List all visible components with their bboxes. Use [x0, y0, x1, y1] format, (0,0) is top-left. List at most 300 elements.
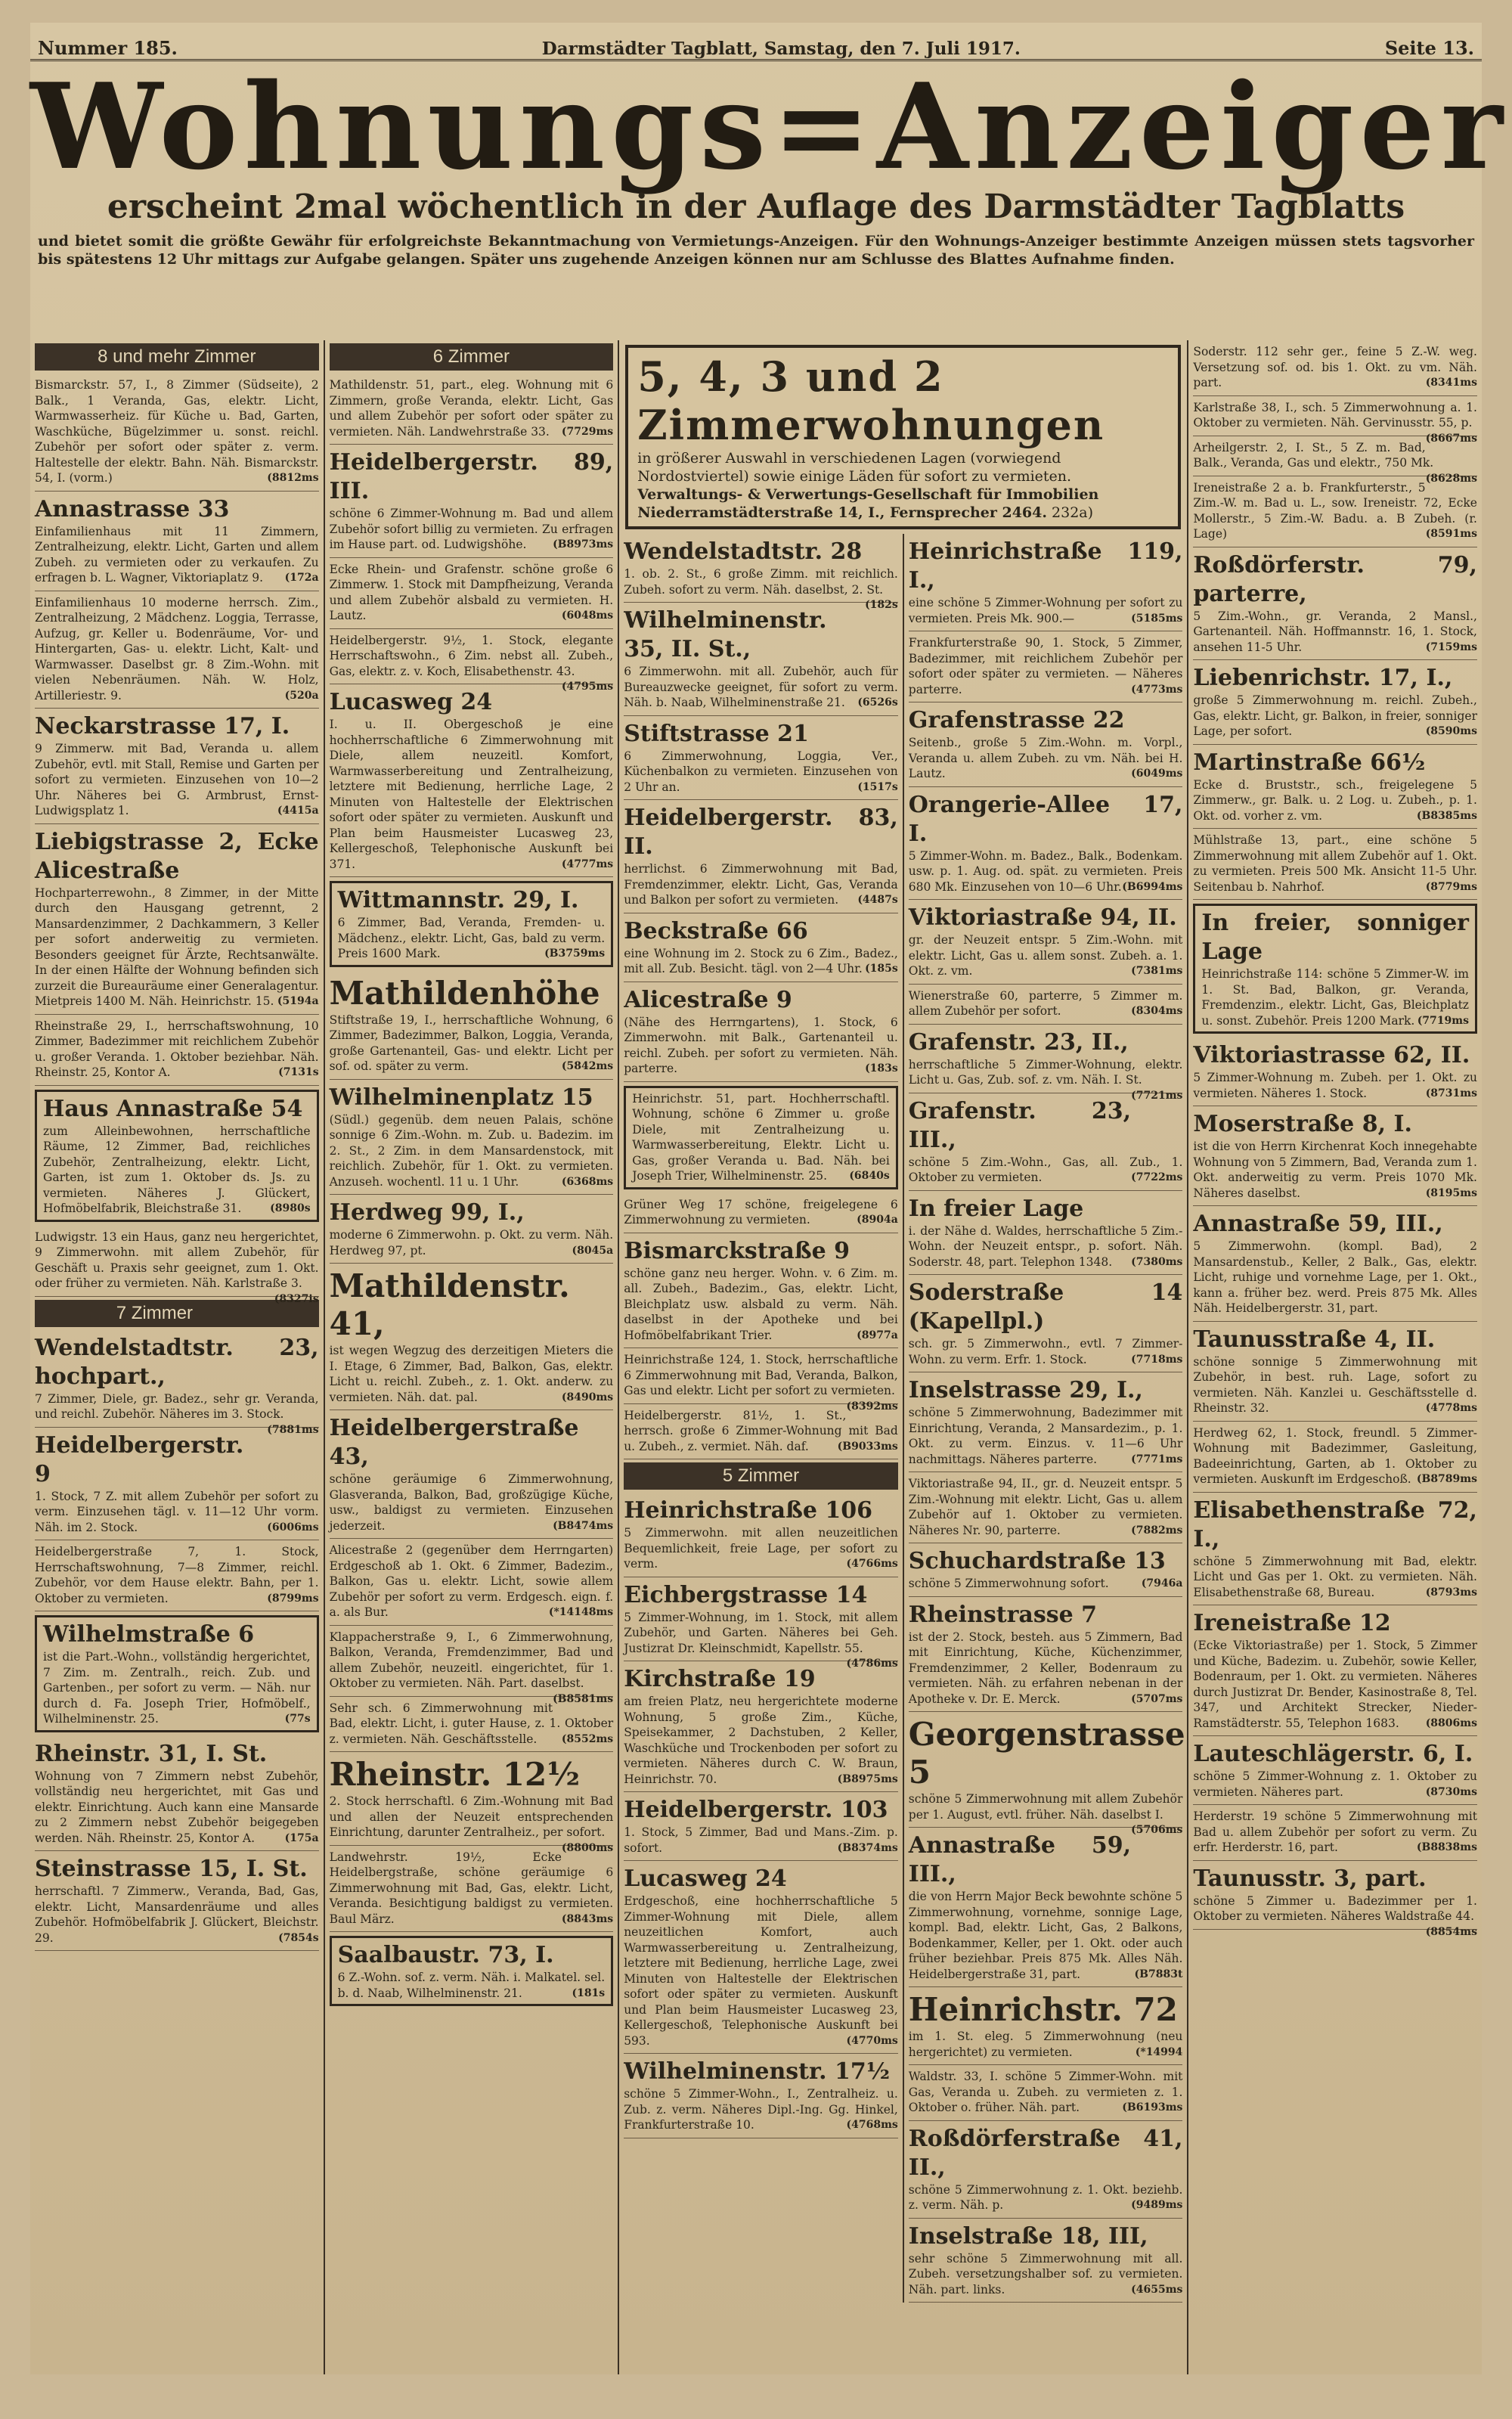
listing-text: im 1. St. eleg. 5 Zimmerwohnung (neu hergerichtet) zu vermieten. — [908, 2030, 1183, 2059]
listing-ad — [35, 709, 319, 824]
banner-address: Niederramstädterstraße 14, I., Fernsprecher 2464. — [637, 504, 1047, 521]
listing-code: (8591ms — [1425, 528, 1477, 540]
listing-text: 5 Zimmerwohn. mit allen neuzeitlichen Bequemlichkeit, freie Lage, per sofort zu verm. — [624, 1526, 898, 1571]
listing-code: (8731ms — [1425, 1087, 1477, 1099]
listing-code: (7946a — [1141, 1577, 1183, 1589]
listing-ad — [330, 971, 614, 1080]
listing-heading: Stiftstrasse 21 — [624, 720, 809, 747]
listing-text: schöne 5 Zim.-Wohn., Gas, all. Zub., 1. Oktober zu vermieten. — [908, 1155, 1183, 1184]
listing-text: Ecke Rhein- und Grafenstr. schöne große 6 Zimmerw. 1. Stock mit Dampfheizung, Veranda und allem Zubehör alsbald zu vermieten. H. Lautz. — [329, 562, 614, 622]
listing-ad — [909, 1372, 1183, 1472]
page-number: Seite 13. — [1384, 37, 1474, 59]
listing-ad — [1193, 1206, 1477, 1322]
listing-code: (172a — [284, 572, 319, 584]
banner-ad — [625, 345, 1181, 529]
listing-code: (6048ms — [561, 609, 614, 622]
listing-text: Herderstr. 19 schöne 5 Zimmerwohnung mit Bad u. allem Zubehör per sofort zu verm. Zu erfr. Herderstr. 16, part. — [1193, 1810, 1477, 1854]
newspaper-page — [30, 23, 1509, 2374]
listing-heading: Taunusstr. 3, part. — [1193, 1865, 1427, 1892]
listing-ad — [908, 1025, 1183, 1102]
listing-ad — [330, 1539, 614, 1626]
listing-code: (4766ms — [846, 1558, 898, 1570]
listing-text: Heinrichstraße 114: schöne 5 Zimmer-W. im 1. St. Bad, Balkon, gr. Veranda, Fremdenzim., elektr. Licht, Gas, Bleichplatz u. sonst. Zubehör. Preis 1200 Mark. — [1201, 967, 1469, 1028]
listing-heading: Georgenstrasse 5 — [908, 1716, 1185, 1791]
listing-text: Viktoriastraße 94, II., gr. d. Neuzeit entspr. 5 Zim.-Wohnung mit elektr. Licht, Gas u. allem Zubehör auf 1. Oktober zu vermieten. Näheres Nr. 90, parterre. — [908, 1477, 1183, 1537]
listing-ad — [1193, 1805, 1477, 1861]
listing-text: Arheilgerstr. 2, I. St., 5 Z. m. Bad, Balk., Veranda, Gas und elektr., 750 Mk. — [1193, 440, 1434, 470]
listing-ad — [1193, 829, 1477, 900]
listing-text: schöne 5 Zimmer u. Badezimmer per 1. Oktober zu vermieten. Näheres Waldstraße 44. — [1193, 1893, 1477, 1923]
listing-heading: Beckstraße 66 — [624, 917, 808, 944]
listing-code: (182s — [865, 599, 898, 611]
listing-ad — [909, 1828, 1183, 1987]
listing-heading: Kirchstraße 19 — [624, 1666, 816, 1692]
listing-code: (8843ms — [561, 1912, 614, 1925]
listing-code: (8667ms — [1425, 432, 1477, 445]
listing-code: (7381ms — [1131, 965, 1183, 977]
listing-code: (8854ms — [1425, 1925, 1477, 1938]
listing-ad — [1193, 1322, 1477, 1422]
listing-text: Waldstr. 33, I. schöne 5 Zimmer-Wohn. mit Gas, Veranda u. Zubeh. zu vermieten z. 1. Oktober o. früher. Näh. part. — [908, 2070, 1183, 2114]
listing-ad — [909, 1597, 1183, 1713]
listing-ad — [329, 1626, 614, 1705]
listing-heading: Lauteschlägerstr. 6, I. — [1193, 1741, 1473, 1767]
listing-text: schöne 5 Zimmerwohnung sofort. — [908, 1577, 1109, 1590]
listing-heading: Haus Annastraße 54 — [43, 1095, 303, 1122]
listing-code: (520a — [284, 689, 319, 702]
listing-heading: Wilhelmstraße 6 — [43, 1621, 255, 1648]
listing-ad — [1193, 1736, 1477, 1805]
listing-text: sch. gr. 5 Zimmerwohn., evtl. 7 Zimmer-Wohn. zu verm. Erfr. 1. Stock. — [908, 1337, 1183, 1366]
listing-ad — [1193, 1037, 1477, 1106]
listing-ad — [624, 1577, 898, 1670]
listing-code: (8195ms — [1425, 1186, 1477, 1199]
listing-heading: Heidelbergerstr. 103 — [624, 1797, 888, 1823]
listing-ad — [624, 1193, 898, 1233]
listing-code: (B8973ms — [553, 538, 614, 550]
listing-heading: Saalbaustr. 73, I. — [337, 1942, 554, 1968]
listing-ad — [909, 1543, 1183, 1597]
column-2 — [324, 340, 618, 2374]
page-header — [30, 23, 1482, 61]
listing-ad — [624, 716, 898, 801]
listing-text: Heidelbergerstr. 9½, 1. Stock, elegante Herrschaftswohn., 6 Zim. nebst all. Zubeh., Gas, elektr. z. v. Koch, Elisabethenstr. 43. — [329, 633, 614, 678]
listing-ad — [35, 1428, 319, 1541]
listing-code: (5707ms — [1131, 1692, 1183, 1705]
listing-text: herrschaftl. 7 Zimmerw., Veranda, Bad, Gas, elektr. Licht, Mansardenräume und alles Zubehör. Hofmöbelfabrik J. Glückert, Bleichstr. 29. — [35, 1884, 319, 1945]
listing-code: (B8789ms — [1416, 1473, 1477, 1485]
listing-ad — [330, 1080, 614, 1196]
listing-text: Frankfurterstraße 90, 1. Stock, 5 Zimmer, Badezimmer, mit reichlichem Zubehör per sofort oder später zu vermieten. — Näheres parterre. — [908, 636, 1183, 696]
listing-heading: Wendelstadtstr. 28 — [624, 538, 863, 565]
listing-text: Seitenb., große 5 Zim.-Wohn. m. Vorpl., Veranda u. allem Zubeh. zu vm. Näh. bei H. Lautz. — [908, 736, 1183, 780]
listing-text: Herdweg 62, 1. Stock, freundl. 5 Zimmer-Wohnung mit Badezimmer, Gasleitung, Badeeinrichtung, Garten, ab 1. Oktober zu vermieten. Auskunft im Erdgeschoß. — [1193, 1425, 1477, 1486]
listing-ad — [35, 374, 319, 492]
listing-text: (Südl.) gegenüb. dem neuen Palais, schöne sonnige 6 Zim.-Wohn. m. Zub. u. Badezim. im 2. St., 2 Zim. in dem Mansardenstock, mit reichlich. Zubehör, für 1. Okt. zu vermieten. Anzuseh. wochentl. 11 u. 1 Uhr. — [329, 1112, 614, 1189]
listing-code: (*14148ms — [548, 1606, 614, 1618]
listing-code: (8304ms — [1131, 1005, 1183, 1017]
listing-ad — [908, 1712, 1185, 1836]
listing-ad — [624, 800, 898, 913]
listing-ad — [624, 982, 898, 1082]
listing-text: Ludwigstr. 13 ein Haus, ganz neu hergerichtet, 9 Zimmerwohn. mit allem Zubehör, für Geschäft u. Praxis sehr geeignet, zum 1. Okt. oder früher zu vermieten. Näh. Karlstraße 3. — [35, 1230, 319, 1290]
listing-code: (7722ms — [1131, 1171, 1183, 1183]
column-5 — [1187, 340, 1482, 2374]
listing-text: Mühlstraße 13, part., eine schöne 5 Zimmerwohnung mit allem Zubehör auf 1. Okt. zu vermieten. Preis 500 Mk. Ansicht 11-5 Uhr. Seitenbau b. Nahrhof. — [1193, 833, 1477, 894]
ad-columns — [30, 340, 1482, 2374]
listing-heading: Roßdörferstr. 79, parterre, — [1193, 551, 1477, 607]
listing-text: 6 Zimmer, Bad, Veranda, Fremden- u. Mädchenz., elektr. Licht, Gas, bald zu verm. Preis 1600 Mark. — [337, 916, 606, 960]
listing-code: (8779ms — [1425, 880, 1477, 893]
listing-code: (B8581ms — [553, 1692, 614, 1705]
listing-heading: Rheinstr. 12½ — [329, 1756, 581, 1793]
listing-code: (*14994 — [1135, 2045, 1183, 2058]
listing-ad — [330, 684, 614, 877]
listing-text: schöne 5 Zimmerwohnung z. 1. Okt. beziehb. z. verm. Näh. p. — [908, 2182, 1183, 2212]
listing-code: (7719ms — [1417, 1014, 1469, 1027]
listing-text: Heidelbergerstraße 7, 1. Stock, Herrschaftswohnung, 7—8 Zimmer, reichl. Zubehör, vor dem Hause elektr. Bahn, per 1. Oktober zu vermieten. — [35, 1545, 319, 1605]
listing-text: 5 Zimmer-Wohnung, im 1. Stock, mit allem Zubehör, und Garten. Näheres bei Geh. Justizrat Dr. Kleinschmidt, Kapellstr. 55. — [624, 1610, 898, 1655]
listing-code: (7882ms — [1131, 1524, 1183, 1537]
listing-code: (8730ms — [1425, 1785, 1477, 1798]
listing-text: Wohnung von 7 Zimmern nebst Zubehör, vollständig neu hergerichtet, mit Gas und elektr. Einrichtung. Auch kann eine Mansarde zu 2 Zimmern nebst Zubehör beigegeben werden. Näh. Rheinstr. 25, Kontor A. — [35, 1769, 319, 1845]
listing-ad — [1193, 904, 1477, 1034]
listing-text: 1. Stock, 5 Zimmer, Bad und Mans.-Zim. p. sofort. — [624, 1825, 898, 1855]
listing-text: Bismarckstr. 57, I., 8 Zimmer (Südseite), 2 Balk., 1 Veranda, Gas, elektr. Licht, Warmwasserheiz. für Küche u. Bad, Garten, Waschküche, Bügelzimmer u. sonst. reichl. Zubehör per sofort oder später z. verm. Haltestelle der elektr. Bahn. Näh. Bismarckstr. 54, I. (vorm.) — [35, 378, 319, 485]
listing-ad — [1193, 1493, 1477, 1606]
listing-ad — [35, 1330, 319, 1436]
listing-heading: Schuchardstraße 13 — [908, 1548, 1166, 1574]
listing-code: (181s — [572, 1986, 606, 1999]
listing-code: (8800ms — [561, 1841, 614, 1854]
listing-text: schöne geräumige 6 Zimmerwohnung, Glasveranda, Balkon, Bad, großzügige Küche, usw., baldigst zu vermieten. Einzusehen jederzeit. — [329, 1472, 614, 1533]
listing-text: 6 Zimmerwohn. mit all. Zubehör, auch für Bureauzwecke geeignet, für sofort zu verm. Näh. b. Naab, Wilhelminenstraße 21. — [624, 665, 898, 709]
listing-text: Heinrichstraße 124, 1. Stock, herrschaftliche 6 Zimmerwohnung mit Bad, Veranda, Balkon, Gas und elektr. Licht per sofort zu vermieten. — [624, 1353, 898, 1397]
banner-company: Verwaltungs- & Verwertungs-Gesellschaft für Immobilien — [637, 486, 1099, 503]
listing-ad — [1193, 476, 1477, 547]
listing-heading: Mathildenstr. 41, — [329, 1267, 570, 1342]
listing-text: 6 Zimmerwohnung, Loggia, Ver., Küchenbalkon zu vermieten. Einzusehen von 2 Uhr an. — [624, 749, 898, 794]
listing-text: 9 Zimmerw. mit Bad, Veranda u. allem Zubehör, evtl. mit Stall, Remise und Garten per sofort zu vermieten. Einzusehen von 10—2 Uhr. Näheres bei G. Armbrust, Ernst-Ludwigsplatz 1. — [35, 742, 319, 817]
column-3 — [619, 534, 903, 2303]
listing-code: (7131s — [278, 1066, 319, 1078]
banner-text-2: für sofort zu vermieten. — [898, 468, 1072, 485]
listing-text: moderne 6 Zimmerwohn. p. Okt. zu verm. Näh. Herdweg 97, pt. — [329, 1228, 614, 1258]
listing-ad — [330, 1410, 614, 1539]
listing-code: (8793ms — [1425, 1586, 1477, 1599]
listing-ad — [1193, 1605, 1477, 1736]
listing-heading: Viktoriastrasse 62, II. — [1193, 1042, 1470, 1068]
listing-code: (6840s — [849, 1170, 890, 1182]
listing-text: große 5 Zimmerwohnung m. reichl. Zubeh., Gas, elektr. Licht, gr. Balkon, in freier, sonniger Lage, per sofort. — [1193, 693, 1477, 738]
listing-heading: In freier, sonniger Lage — [1201, 910, 1469, 965]
listing-ad — [624, 2054, 898, 2138]
listing-code: (B8385ms — [1416, 809, 1477, 822]
listing-ad — [909, 787, 1183, 901]
listing-ad — [330, 1195, 614, 1264]
listing-ad — [35, 1090, 319, 1222]
listing-code: (5185ms — [1131, 612, 1183, 625]
intro-note: und bietet somit die größte Gewähr für erfolgreichste Bekanntmachung von Vermietungs-Anzeigen. Für den Wohnungs-Anzeiger bestimmte Anzeigen müssen stets tagsvorher bis spätestens 12 Uhr mittags zur Aufgabe gelangen. Später uns zugehende Anzeigen können nur am Schlusse des Blattes Aufnahme finden. — [38, 233, 1474, 268]
listing-heading: Grafenstr. 23, III., — [908, 1097, 1132, 1153]
listing-code: (B8374ms — [837, 1841, 898, 1854]
listing-code: (8806ms — [1425, 1717, 1477, 1729]
listing-ad — [909, 631, 1183, 702]
columns-3-4 — [619, 534, 1187, 2303]
listing-code: (4778ms — [1425, 1402, 1477, 1414]
listing-heading: Elisabethenstraße 72, I., — [1193, 1496, 1477, 1552]
page-title: Wohnungs=Anzeiger — [30, 57, 1509, 196]
listing-ad — [624, 913, 898, 982]
listing-ad — [909, 702, 1183, 787]
listing-ad — [909, 1987, 1183, 2065]
listing-text: Grüner Weg 17 schöne, freigelegene 6 Zimmerwohnung zu vermieten. — [624, 1197, 898, 1227]
listing-ad — [909, 2121, 1183, 2219]
listing-text: die von Herrn Major Beck bewohnte schöne 5 Zimmerwohnung, vornehme, sonnige Lage, kompl. Bad, elektr. Licht, Gas, 2 Balkons, Bodenkammer, Keller, per 1. Okt. oder auch früher beziehbar. Preis 875 Mk. Alles Näh. Heidelbergerstraße 31, part. — [908, 1890, 1183, 1981]
listing-ad — [909, 534, 1183, 631]
listing-heading: Eichbergstrasse 14 — [624, 1581, 868, 1608]
listing-ad — [624, 1233, 898, 1349]
listing-code: (B8975ms — [837, 1772, 898, 1785]
listing-text: sehr schöne 5 Zimmerwohnung mit all. Zubeh. versetzungshalber sof. zu vermieten. Näh. part. links. — [908, 2251, 1183, 2296]
listing-ad — [909, 2065, 1183, 2121]
listing-heading: Viktoriastraße 94, II. — [908, 904, 1177, 931]
listing-code: (B6994ms — [1122, 880, 1183, 893]
listing-code: (185s — [865, 963, 898, 975]
listing-heading: Lucasweg 24 — [329, 689, 493, 715]
listing-text: ist die von Herrn Kirchenrat Koch innegehabte Wohnung von 5 Zimmern, Bad, Veranda zum 1. Okt. anderweitig zu verm. Preis 1070 Mk. Näheres daselbst. — [1193, 1140, 1477, 1200]
listing-heading: Heinrichstraße 119, I., — [908, 538, 1183, 594]
listing-heading: Herdweg 99, I., — [329, 1199, 525, 1226]
listing-code: (B8474ms — [553, 1519, 614, 1532]
issue-number: Nummer 185. — [38, 37, 178, 59]
listing-heading: Moserstraße 8, I. — [1193, 1111, 1412, 1137]
listing-text: eine Wohnung im 2. Stock zu 6 Zim., Badez., mit all. Zub. Besicht. tägl. von 2—4 Uhr. — [624, 946, 898, 975]
listing-code: (4786ms — [846, 1658, 898, 1670]
listing-code: (8045a — [572, 1244, 614, 1257]
listing-code: (8490ms — [561, 1391, 614, 1403]
listing-heading: Annastraße 59, III., — [1193, 1211, 1443, 1237]
listing-heading: Annastrasse 33 — [35, 495, 230, 523]
listing-code: (7771ms — [1131, 1453, 1183, 1465]
listing-ad — [624, 1086, 898, 1189]
listing-code: (4795ms — [561, 681, 614, 693]
listing-code: (9489ms — [1131, 2199, 1183, 2211]
listing-code: (6006ms — [267, 1521, 319, 1534]
listing-text: schöne ganz neu herger. Wohn. v. 6 Zim. m. all. Zubeh., Badezim., Gas, elektr. Licht, Bleichplatz usw. alsbald zu verm. Näh. daselbst in der Apotheke und bei Hofmöbelfabrikant Trier. — [624, 1266, 898, 1342]
listing-ad — [1193, 547, 1477, 661]
listing-code: (4768ms — [846, 2119, 898, 2131]
listing-heading: Wilhelminenstr. 35, II. St., — [624, 607, 827, 662]
listing-text: 7 Zimmer, Diele, gr. Badez., sehr gr. Veranda, und reichl. Zubehör. Näheres im 3. Stock. — [35, 1391, 319, 1421]
listing-ad — [35, 1540, 319, 1611]
listing-code: (6526s — [857, 696, 898, 709]
listing-heading: Alicestraße 9 — [624, 986, 792, 1013]
listing-code: (8799ms — [267, 1592, 319, 1605]
listing-ad — [330, 1846, 614, 1933]
listing-ad — [329, 629, 614, 693]
listing-text: am freien Platz, neu hergerichtete moderne Wohnung, 5 große Zim., Küche, Speisekammer, 2 Dachstuben, 2 Keller, Waschküche und Trockenboden per sofort zu vermieten. Näheres durch C. W. Braun, Heinrichstr. 70. — [624, 1695, 898, 1786]
listing-text: (Ecke Viktoriastraße) per 1. Stock, 5 Zimmer und Küche, Badezim. u. Zubehör, sowie Keller, Bodenraum, per 1. Okt. zu vermieten. Näheres durch Justizrat Dr. Bender, Kasinostraße 8, Tel. 347, und Architekt Strecker, Nieder-Ramstädterstr. 55, Telephon 1683. — [1193, 1639, 1477, 1730]
listing-text: schöne 5 Zimmerwohnung, Badezimmer mit Einrichtung, Veranda, 2 Mansardezim., p. 1. Okt. zu verm. Einzus. v. 11—6 Uhr nachmittags. Näheres parterre. — [908, 1406, 1183, 1466]
columns-3-4-wrap — [618, 340, 1187, 2374]
listing-ad — [909, 1472, 1183, 1543]
listing-code: (7721ms — [1131, 1089, 1183, 1102]
listing-code: (B7883t — [1134, 1968, 1183, 1980]
listing-text: 1. ob. 2. St., 6 große Zimm. mit reichlich. Zubeh. sofort zu verm. Näh. daselbst, 2. St. — [624, 567, 898, 597]
listing-code: (7881ms — [267, 1423, 319, 1436]
listing-code: (7159ms — [1425, 640, 1477, 653]
listing-heading: Lucasweg 24 — [624, 1865, 787, 1892]
listing-text: ist wegen Wegzug des derzeitigen Mieters die I. Etage, 6 Zimmer, Bad, Balkon, Gas, elektr. Licht u. reichl. Zubeh., z. 1. Okt. anderw. zu vermieten. Näh. dat. pal. — [329, 1344, 614, 1404]
listing-ad — [909, 1191, 1183, 1276]
listing-ad — [35, 1615, 319, 1732]
listing-text: ist die Part.-Wohn., vollständig hergerichtet, 7 Zim. m. Zentralh., reich. Zub. und Gartenben., per sofort zu verm. — Näh. nur durch d. Fa. Joseph Trier, Hofmöbelf., Wilhelminenstr. 25. — [43, 1650, 311, 1726]
listing-code: (1517s — [857, 780, 898, 793]
listing-heading: Martinstraße 66½ — [1193, 749, 1426, 776]
listing-heading: Inselstraße 18, III, — [908, 2222, 1148, 2250]
section-header-8-zimmer: 8 und mehr Zimmer — [35, 343, 319, 371]
listing-ad — [1193, 1422, 1477, 1493]
listing-code: (175a — [284, 1831, 319, 1844]
listing-text: 1. Stock, 7 Z. mit allem Zubehör per sofort zu verm. Einzusehen tägl. v. 11—12 Uhr vorm. Näh. im 2. Stock. — [35, 1489, 319, 1534]
listing-heading: Bismarckstraße 9 — [624, 1237, 850, 1264]
listing-heading: Neckarstrasse 17, I. — [35, 713, 290, 740]
listing-ad — [624, 1348, 898, 1413]
banner-text-1: in größerer Auswahl in verschiedenen Lagen (vorwiegend Nordostviertel) sowie einige Läden — [637, 450, 1061, 485]
listing-heading: Heidelbergerstr. 83, II. — [624, 805, 898, 860]
listing-code: (77s — [284, 1713, 311, 1725]
listing-code: (4777ms — [561, 858, 614, 870]
listing-text: Heidelbergerstr. 81½, 1. St., herrsch. große 6 Zimmer-Wohnung mit Bad u. Zubeh., z. vermiet. Näh. daf. — [624, 1408, 898, 1453]
listing-heading: Annastraße 59, III., — [908, 1832, 1132, 1887]
listing-text: 5 Zimmer-Wohnung m. Zubeh. per 1. Okt. zu vermieten. Näheres 1. Stock. — [1193, 1071, 1477, 1100]
listing-code: (6368ms — [561, 1175, 614, 1188]
listing-heading: Wendelstadtstr. 23, hochpart., — [35, 1334, 319, 1390]
listing-heading: Mathildenhöhe — [329, 974, 600, 1012]
listing-heading: Heinrichstraße 106 — [624, 1497, 873, 1524]
listing-ad — [624, 1493, 898, 1577]
listing-ad — [330, 1936, 614, 2006]
listing-heading: Wilhelminenstr. 17½ — [624, 2058, 891, 2085]
listing-text: Rheinstraße 29, I., herrschaftswohnung, 10 Zimmer, Badezimmer mit reichlichem Zubehör u. großer Veranda. 1. Oktober beziehbar. Näh. Rheinstr. 25, Kontor A. — [35, 1019, 319, 1079]
listing-ad — [1193, 1106, 1477, 1206]
listing-code: (8552ms — [561, 1732, 614, 1745]
listing-text: Ireneistraße 2 a. b. Frankfurterstr., 5 Zim.-W. m. Bad u. L., sow. Ireneistr. 72, Ecke Mollerstr., 5 Zim.-W. Badu. a. B Zubeh. (r. Lage) — [1193, 480, 1477, 541]
listing-ad — [330, 881, 614, 967]
listing-ad — [624, 1792, 898, 1861]
listing-heading: Steinstrasse 15, I. St. — [35, 1856, 308, 1882]
column-1 — [30, 340, 324, 2374]
page-subtitle: erscheint 2mal wöchentlich in der Auflage des Darmstädter Tagblatts — [107, 188, 1405, 226]
listing-text: Soderstr. 112 sehr ger., feine 5 Z.-W. weg. Versetzung sof. od. bis 1. Okt. zu vm. Näh. part. — [1193, 345, 1477, 389]
column-4 — [903, 534, 1188, 2303]
section-header-7-zimmer: 7 Zimmer — [35, 1300, 319, 1327]
listing-text: Karlstraße 38, I., sch. 5 Zimmerwohnung a. 1. Oktober zu vermieten. Näh. Gervinusstr. 55, p. — [1193, 400, 1477, 430]
listing-code: (4487s — [857, 894, 898, 906]
listing-text: 6 Z.-Wohn. sof. z. verm. Näh. i. Malkatel. sel. b. d. Naab, Wilhelminenstr. 21. — [337, 1971, 606, 2000]
listing-ad — [624, 1661, 898, 1792]
listing-text: Ecke d. Bruststr., sch., freigelegene 5 Zimmerw., gr. Balk. u. 2 Log. u. Zubeh., p. 1. Okt. od. vorher z. vm. — [1193, 777, 1477, 823]
listing-heading: Ireneistraße 12 — [1193, 1610, 1391, 1636]
listing-code: (4773ms — [1131, 683, 1183, 696]
listing-text: Hochparterrewohn., 8 Zimmer, in der Mitte durch den Hausgang getrennt, 2 Mansardenzimmer, 2 Dachkammern, 3 Keller per sofort anderweitig zu vermieten. Besonders geeignet für Ärzte, Rechtsanwälte. In der einen Hälfte der Wohnung befinden sich zurzeit die Bureauräume einer Generalagentur. Mietpreis 1400 M. Näh. Heinrichstr. 15. — [35, 885, 319, 1008]
listing-code: (B6193ms — [1122, 2101, 1183, 2114]
listing-text: herrlichst. 6 Zimmerwohnung mit Bad, Fremdenzimmer, elektr. Licht, Gas, Veranda und Balkon per sofort zu vermieten. — [624, 862, 898, 907]
listing-heading: Heidelbergerstr. 89, III. — [329, 449, 614, 504]
listing-ad — [909, 2219, 1183, 2303]
newspaper-dateline: Darmstädter Tagblatt, Samstag, den 7. Juli 1917. — [541, 39, 1021, 59]
listing-text: Alicestraße 2 (gegenüber dem Herrngarten) Erdgeschoß ab 1. Okt. 6 Zimmer, Badezim., Balkon, Gas u. elektr. Licht, sowie allem Zubehör per sofort zu verm. Erdgesch. eign. f. a. als Bur. — [329, 1543, 614, 1619]
listing-text: schöne 5 Zimmer-Wohn., I., Zentralheiz. u. Zub. z. verm. Näheres Dipl.-Ing. Gg. Hinkel, Frankfurterstraße 10. — [624, 2087, 898, 2132]
listing-text: Sehr sch. 6 Zimmerwohnung mit Bad, elektr. Licht, i. guter Hause, z. 1. Oktober z. vermieten. Näh. Geschäftsstelle. — [329, 1701, 614, 1746]
listing-text: schöne 5 Zimmer-Wohnung z. 1. Oktober zu vermieten. Näheres part. — [1193, 1769, 1477, 1799]
listing-code: (8977a — [857, 1329, 898, 1341]
listing-ad — [35, 824, 319, 1015]
listing-text: Einfamilienhaus mit 11 Zimmern, Zentralheizung, elektr. Licht, Garten und allem Zubeh. zu vermieten oder zu verkaufen. Zu erfragen b. L. Wagner, Viktoriaplatz 9. — [35, 524, 319, 585]
listing-text: Einfamilienhaus 10 moderne herrsch. Zim., Zentralheizung, 2 Mädchenz. Loggia, Terrasse, Aufzug, gr. Keller u. Bodenräume, Vor- und Hintergarten, Gas- u. elektr. Licht, Kalt- und Warmwasser. Daselbst gr. 8 Zim.-Wohn. mit vielen Nebenräumen. Näh. W. Holz, Artilleriestr. 9. — [35, 595, 319, 702]
listing-code: (5842ms — [561, 1060, 614, 1072]
listing-ad — [330, 374, 614, 445]
listing-heading: Liebenrichstr. 17, I., — [1193, 665, 1453, 691]
listing-ad — [1193, 660, 1477, 745]
listing-heading: Wittmannstr. 29, I. — [337, 887, 579, 913]
listing-code: (4655ms — [1131, 2283, 1183, 2296]
listing-text: Klappacherstraße 9, I., 6 Zimmerwohnung, Balkon, Veranda, Fremdenzimmer, Bad und allem Zubehör, neuzeitl. eingerichtet, für 1. Oktober zu vermieten. Näh. Part. daselbst. — [329, 1630, 614, 1690]
listing-text: ist der 2. Stock, besteh. aus 5 Zimmern, Bad mit Einrichtung, Küche, Küchenzimmer, Fremdenzimmer, 2 Keller, Bodenraum zu vermieten. Näh. zu erfahren nebenan in der Apotheke v. Dr. E. Merck. — [908, 1630, 1183, 1706]
listing-code: (8590ms — [1425, 725, 1477, 737]
listing-ad — [35, 1226, 319, 1305]
listing-heading: Rheinstr. 31, I. St. — [35, 1740, 268, 1767]
listing-ad — [624, 1861, 898, 2054]
listing-text: herrschaftliche 5 Zimmer-Wohnung, elektr. Licht u. Gas, Zub. sof. z. vm. Näh. I. St. — [908, 1057, 1183, 1087]
listing-ad — [1193, 1861, 1477, 1938]
listing-code: (4415a — [277, 805, 319, 817]
listing-text: I. u. II. Obergeschoß je eine hochherrschaftliche 6 Zimmerwohnung mit Diele, allem neuzeitl. Komfort, Warmwasserbereitung und Zentralheizung, letztere mit Bedienung, herrliche Lage, 2 Minuten von Haltestelle der Elektrischen sofort oder später zu vermieten. Auskunft und Plan beim Hausmeister Lucasweg 23, Kellergeschoß, Telephonische Auskunft bei 371. — [329, 718, 614, 871]
listing-code: (B9033ms — [837, 1440, 898, 1453]
section-header-6-zimmer: 6 Zimmer — [330, 343, 614, 371]
listing-code: (183s — [865, 1062, 898, 1075]
listing-ad — [35, 1015, 319, 1086]
listing-heading: Liebigstrasse 2, Ecke Alicestraße — [35, 828, 319, 884]
listing-ad — [1193, 396, 1477, 445]
banner-text — [637, 449, 1169, 522]
listing-ad — [35, 1736, 319, 1852]
listing-text: 5 Zimmer-Wohn. m. Badez., Balk., Bodenkam. usw. p. 1. Aug. od. spät. zu vermieten. Preis 680 Mk. Einzusehen von 10—6 Uhr. — [908, 848, 1183, 894]
listing-text: 5 Zim.-Wohn., gr. Veranda, 2 Mansl., Gartenanteil. Näh. Hoffmannstr. 16, 1. Stock, ansehen 11-5 Uhr. — [1193, 609, 1477, 654]
listing-ad — [35, 591, 319, 709]
listing-code: (8628ms — [1425, 472, 1477, 485]
listing-ad — [329, 1752, 614, 1854]
listing-code: (5706ms — [1131, 1824, 1183, 1836]
listing-heading: Inselstrasse 29, I., — [908, 1377, 1143, 1403]
listing-ad — [1193, 340, 1477, 396]
listing-ad — [330, 445, 614, 558]
listing-heading: Heinrichstr. 72 — [908, 1991, 1178, 2028]
listing-code: (4770ms — [846, 2034, 898, 2047]
listing-heading: Taunusstraße 4, II. — [1193, 1326, 1436, 1353]
listing-text: i. der Nähe d. Waldes, herrschaftliche 5 Zim.-Wohn. der Neuzeit entspr., p. sofort. Näh. Soderstr. 48, part. Telephon 1348. — [908, 1223, 1183, 1269]
listing-ad — [35, 1851, 319, 1951]
listing-text: gr. der Neuzeit entspr. 5 Zim.-Wohn. mit elektr. Licht, Gas u. allem sonst. Zubeh. a. 1. Okt. z. vm. — [908, 933, 1183, 978]
listing-ad — [909, 1275, 1183, 1372]
listing-text: zum Alleinbewohnen, herrschaftliche Räume, 12 Zimmer, Bad, reichliches Zubehör, Zentralheizung, elektr. Licht, Garten, ist zum 1. Oktober ds. Js. zu vermieten. Näheres J. Glückert, Hofmöbelfabrik, Bleichstraße 31. — [43, 1124, 311, 1215]
listing-code: (7718ms — [1131, 1353, 1183, 1366]
listing-text: Stiftstraße 19, I., herrschaftliche Wohnung, 6 Zimmer, Badezimmer, Balkon, Loggia, Veranda, große Gartenanteil, Gas- und elektr. Licht per sof. od. später zu verm. — [329, 1013, 614, 1073]
listing-code: (8904a — [857, 1214, 898, 1226]
listing-code: (7854s — [278, 1931, 319, 1944]
listing-text: schöne 5 Zimmerwohnung mit allem Zubehör per 1. August, evtl. früher. Näh. daselbst I. — [908, 1792, 1183, 1822]
